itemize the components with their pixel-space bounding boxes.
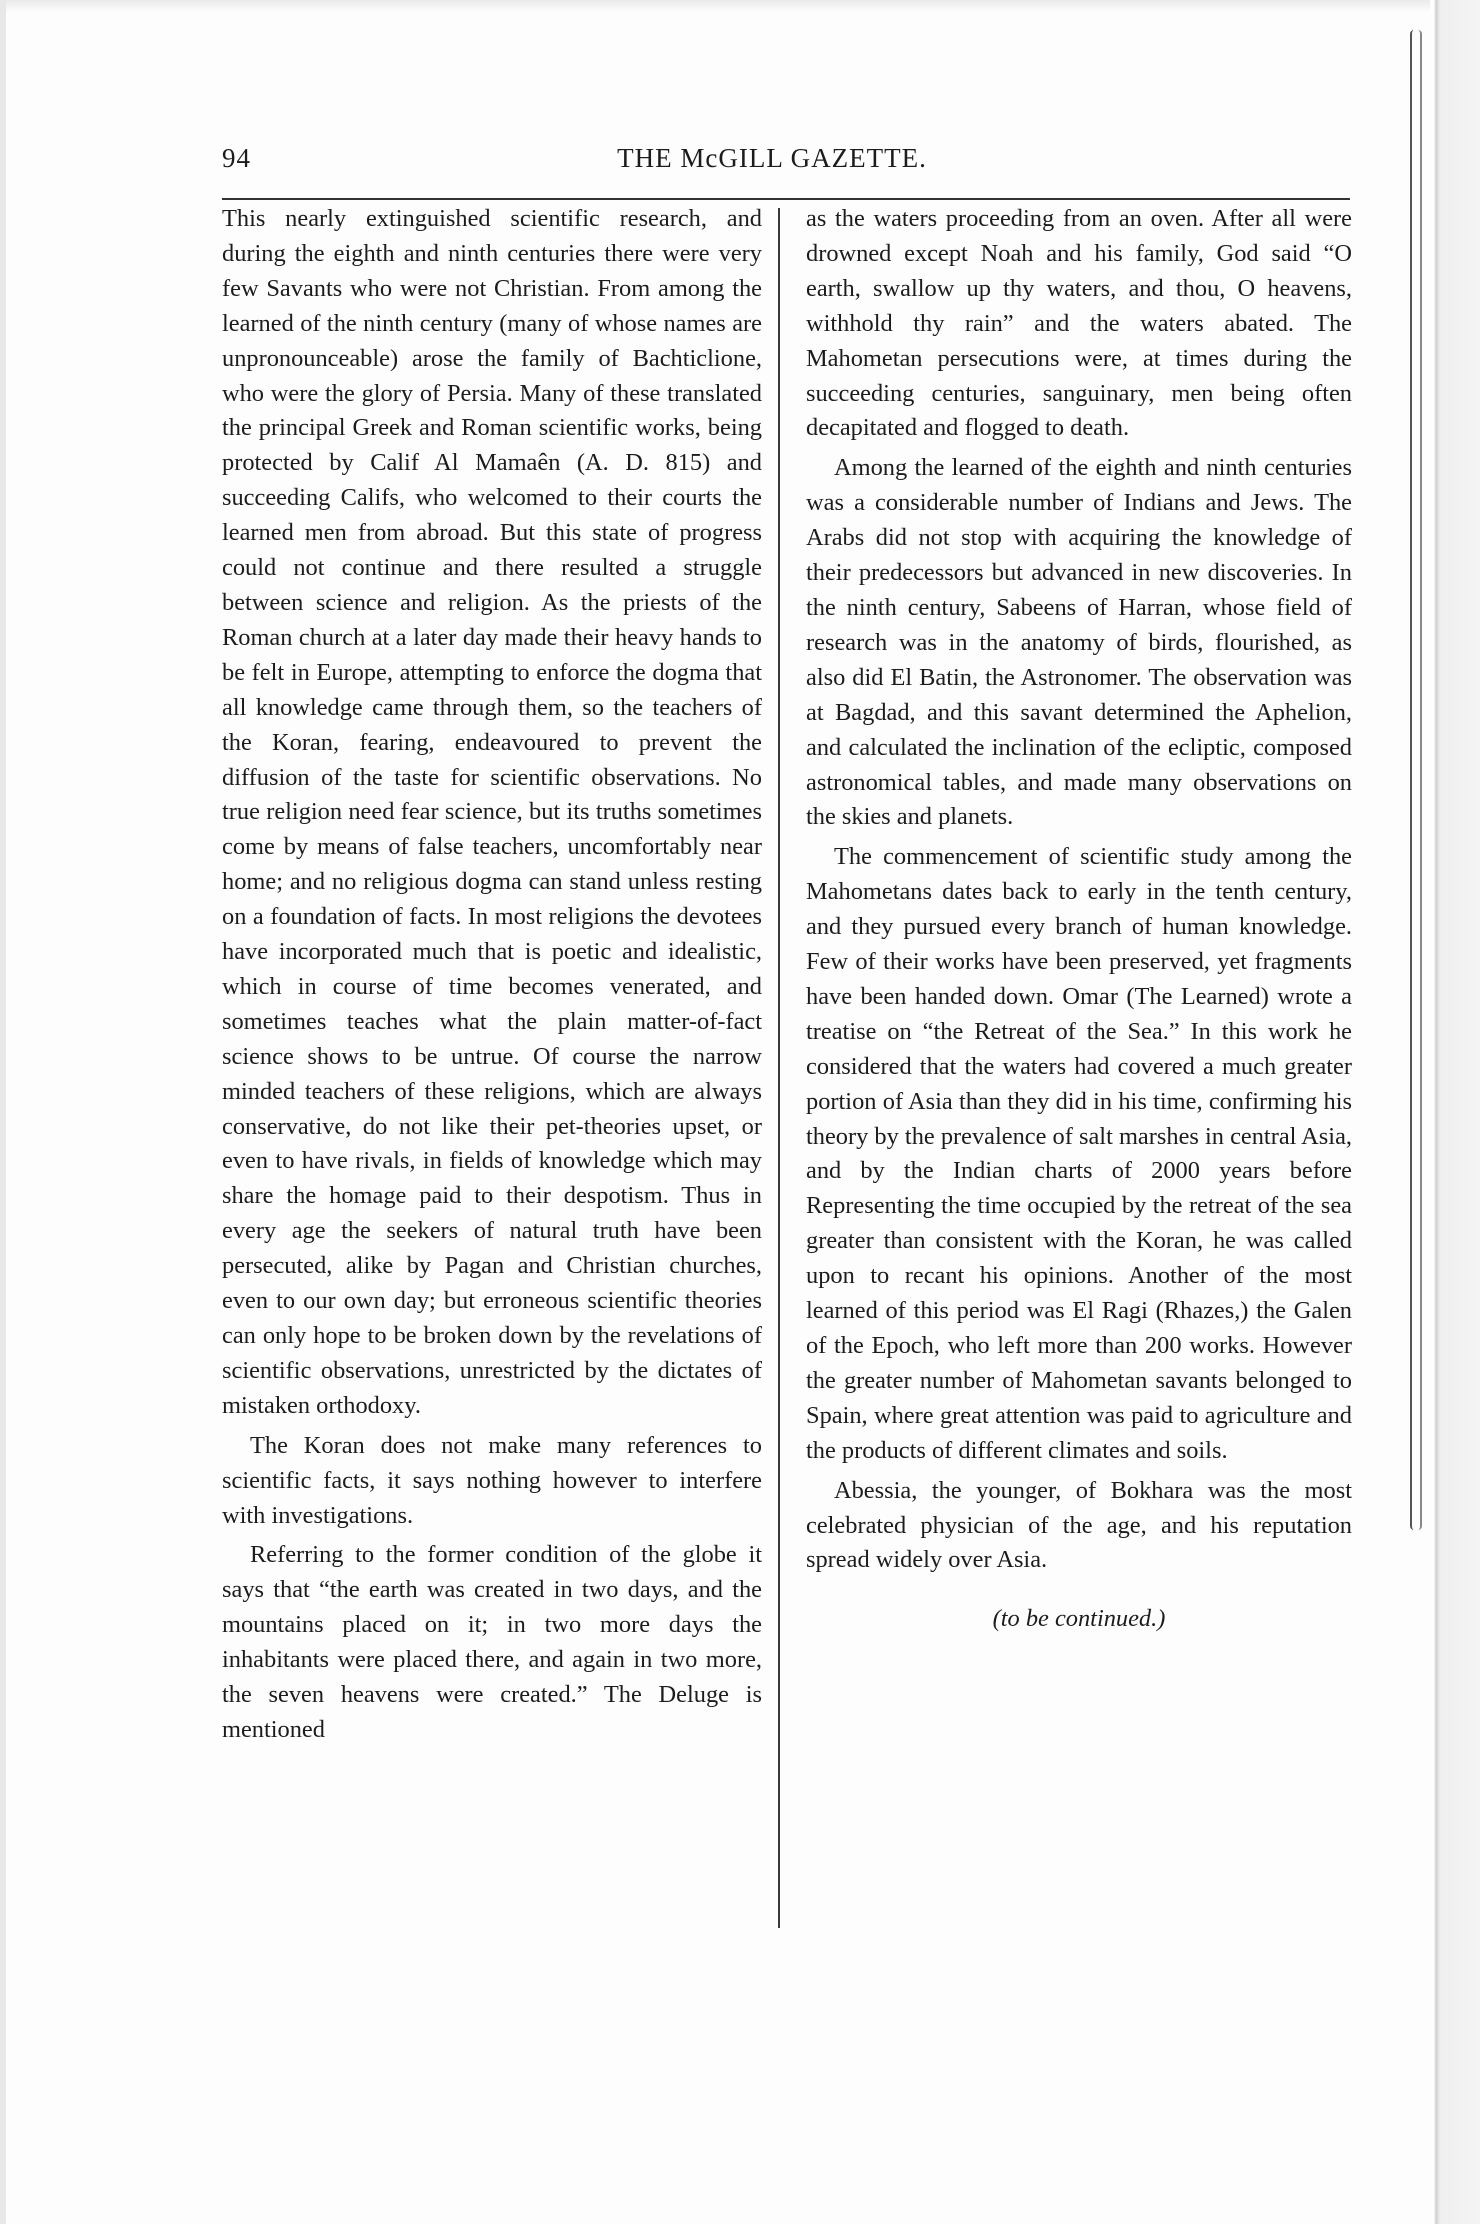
left-paragraph-3: Referring to the former condition of the globe it says that “the earth was created in two days, and the mountains placed on it; in two more days the inhabitants were placed there, and again in two more, the seven heavens were created.” The Deluge is mentioned	[222, 1541, 762, 1743]
left-column	[222, 202, 762, 1748]
binding-mark	[1410, 30, 1422, 1530]
header-rule	[222, 198, 1350, 200]
right-column	[806, 202, 1352, 1637]
right-paragraph-2: Among the learned of the eighth and ninth centuries was a considerable number of Indians and Jews. The Arabs did not stop with acquiring the knowledge of their predecessors but advanced in new discoveries. In the ninth century, Sabeens of Harran, whose field of research was in the anatomy of birds, flourished, as also did El Batin, the Astronomer. The observation was at Bagdad, and this savant determined the Aphelion, and calculated the inclination of the ecliptic, composed astronomical tables, and made many observations on the skies and planets.	[806, 454, 1352, 831]
column-divider	[778, 208, 780, 1928]
running-head	[222, 143, 1352, 179]
right-paragraph-3: The commencement of scientific study among the Mahometans dates back to early in the tenth century, and they pursued every branch of human knowledge. Few of their works have been preserved, yet fragments have been handed down. Omar (The Learned) wrote a treatise on “the Retreat of the Sea.” In this work he considered that the waters had covered a much greater portion of Asia than they did in his time, confirming his theory by the prevalence of salt marshes in central Asia, and by the Indian charts of 2000 years before Representing the time occupied by the retreat of the sea greater than consistent with the Koran, he was called upon to recant his opinions. Another of the most learned of this period was El Ragi (Rhazes,) the Galen of the Epoch, who left more than 200 works. However the greater number of Mahometan savants belonged to Spain, where great attention was paid to agriculture and the products of different climates and soils.	[806, 843, 1352, 1464]
right-page-edge	[1430, 0, 1480, 2224]
top-scan-shadow	[0, 0, 1480, 12]
page-number: 94	[222, 143, 251, 173]
left-page-edge	[0, 0, 6, 2224]
left-paragraph-1: This nearly extinguished scientific research, and during the eighth and ninth centuries there were very few Savants who were not Christian. From among the learned of the ninth century (many of whose names are unpronounceable) arose the family of Bachticlione, who were the glory of Persia. Many of these translated the principal Greek and Roman scientific works, being protected by Calif Al Mamaên (A. D. 815) and succeeding Califs, who welcomed to their courts the learned men from abroad. But this state of progress could not continue and there resulted a struggle between science and religion. As the priests of the Roman church at a later day made their heavy hands to be felt in Europe, attempting to enforce the dogma that all knowledge came through them, so the teachers of the Koran, fearing, endeavoured to prevent the diffusion of the taste for scientific observations. No true religion need fear science, but its truths sometimes come by means of false teachers, uncomfortably near home; and no religious dogma can stand unless resting on a foundation of facts. In most religions the devotees have incorporated much that is poetic and idealistic, which in course of time becomes venerated, and sometimes teaches what the plain matter-of-fact science shows to be untrue. Of course the narrow minded teachers of these religions, which are always conservative, do not like their pet-theories upset, or even to have rivals, in fields of knowledge which may share the homage paid to their despotism. Thus in every age the seekers of natural truth have been persecuted, alike by Pagan and Christian churches, even to our own day; but erroneous scientific theories can only hope to be broken down by the revelations of scientific observations, unrestricted by the dictates of mistaken orthodoxy.	[222, 205, 762, 1419]
journal-title: THE McGILL GAZETTE.	[617, 143, 927, 173]
right-paragraph-1: as the waters proceeding from an oven. After all were drowned except Noah and his family, God said “O earth, swallow up thy waters, and thou, O heavens, withhold thy rain” and the waters abated. The Mahometan persecutions were, at times during the succeeding centuries, sanguinary, men being often decapitated and flogged to death.	[806, 205, 1352, 442]
to-be-continued-note: (to be continued.)	[992, 1605, 1166, 1633]
right-paragraph-4: Abessia, the younger, of Bokhara was the most celebrated physician of the age, and his reputation spread widely over Asia.	[806, 1476, 1352, 1574]
left-paragraph-2: The Koran does not make many references to scientific facts, it says nothing however to interfere with investigations.	[222, 1431, 762, 1529]
